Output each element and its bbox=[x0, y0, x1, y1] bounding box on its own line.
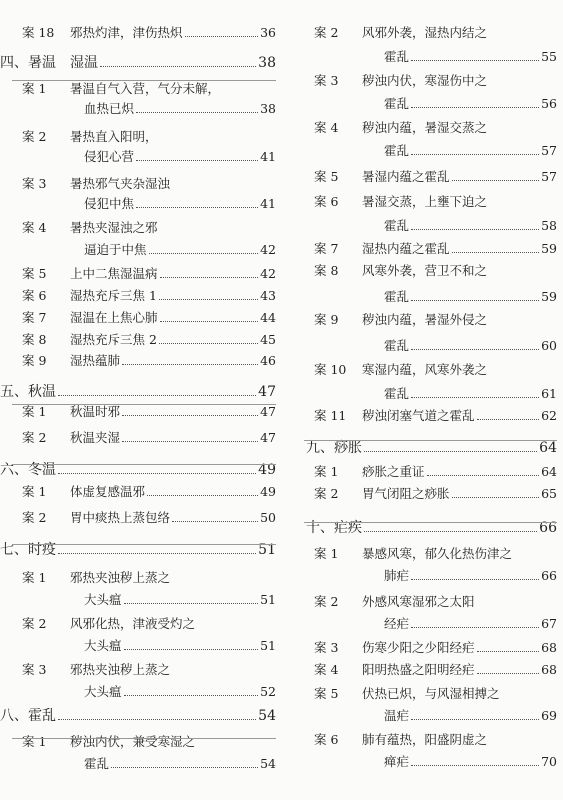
dot-leader bbox=[477, 418, 540, 420]
entry-title: 伏热已炽，与风湿相搏之 bbox=[362, 686, 500, 701]
toc-entry-continuation bbox=[84, 98, 276, 120]
toc-entry bbox=[314, 405, 557, 427]
dot-leader bbox=[172, 520, 258, 522]
section-divider bbox=[12, 738, 276, 739]
case-label: 案 2 bbox=[314, 25, 339, 40]
page-number: 51 bbox=[258, 542, 276, 558]
entry-title: 侵犯心营 bbox=[84, 149, 135, 164]
entry-title: 血热已炽 bbox=[84, 101, 135, 116]
entry-title: 秽浊内蕴，暑湿交蒸之 bbox=[362, 120, 488, 135]
section-divider bbox=[304, 440, 557, 441]
dot-leader bbox=[147, 494, 258, 496]
dot-leader bbox=[411, 153, 539, 155]
page-number: 70 bbox=[541, 754, 557, 769]
page-number: 54 bbox=[258, 708, 276, 724]
toc-entry bbox=[22, 126, 276, 148]
section-divider bbox=[12, 404, 276, 405]
toc-entry-continuation bbox=[84, 239, 276, 261]
entry-title: 邪热夹浊秽上蒸之 bbox=[70, 570, 171, 585]
toc-entry bbox=[314, 637, 557, 659]
dot-leader bbox=[411, 228, 539, 230]
toc-entry bbox=[314, 591, 557, 613]
section-title: 十、疟疾 bbox=[306, 520, 362, 536]
case-label: 案 7 bbox=[314, 241, 339, 256]
case-label: 案 8 bbox=[22, 332, 47, 347]
toc-entry bbox=[22, 307, 276, 329]
case-label: 案 6 bbox=[314, 732, 339, 747]
toc-entry bbox=[314, 238, 557, 260]
page-number: 65 bbox=[541, 486, 557, 501]
entry-title: 体虚复感温邪 bbox=[70, 484, 146, 499]
dot-leader bbox=[58, 552, 256, 554]
dot-leader bbox=[452, 496, 540, 498]
entry-title: 上中二焦湿温病 bbox=[70, 266, 158, 281]
dot-leader bbox=[411, 578, 539, 580]
page-number: 64 bbox=[539, 440, 557, 456]
dot-leader bbox=[100, 65, 256, 67]
page-number: 41 bbox=[260, 196, 276, 211]
entry-title: 大头瘟 bbox=[84, 638, 122, 653]
case-label: 案 7 bbox=[22, 310, 47, 325]
toc-entry bbox=[22, 731, 276, 753]
case-label: 案 2 bbox=[314, 486, 339, 501]
toc-entry bbox=[22, 22, 276, 44]
section-divider bbox=[304, 522, 557, 523]
entry-title: 湿温在上焦心肺 bbox=[70, 310, 158, 325]
case-label: 案 2 bbox=[22, 430, 47, 445]
dot-leader bbox=[124, 602, 259, 604]
toc-entry-continuation bbox=[384, 705, 557, 727]
page-number: 57 bbox=[541, 169, 557, 184]
page-number: 68 bbox=[541, 662, 557, 677]
page-number: 36 bbox=[260, 25, 276, 40]
toc-entry bbox=[22, 481, 276, 503]
page-number: 69 bbox=[541, 708, 557, 723]
dot-leader bbox=[160, 320, 259, 322]
entry-title: 霍乱 bbox=[384, 289, 410, 304]
case-label: 案 3 bbox=[314, 640, 339, 655]
page-number: 58 bbox=[541, 218, 557, 233]
page-number: 47 bbox=[260, 404, 276, 419]
entry-title: 暑湿交蒸，上壅下迫之 bbox=[362, 194, 488, 209]
page-number: 66 bbox=[541, 568, 557, 583]
dot-leader bbox=[411, 59, 539, 61]
entry-title: 秽浊内蕴，暑湿外侵之 bbox=[362, 312, 488, 327]
page-number: 42 bbox=[260, 242, 276, 257]
section-divider bbox=[12, 544, 276, 545]
dot-leader bbox=[411, 106, 539, 108]
section-title: 九、痧胀 bbox=[306, 440, 362, 456]
dot-leader bbox=[111, 766, 258, 768]
entry-title: 风邪化热，津液受灼之 bbox=[70, 616, 196, 631]
section-divider bbox=[12, 464, 276, 465]
dot-leader bbox=[411, 348, 539, 350]
entry-title: 湿热充斥三焦 1 bbox=[70, 288, 157, 303]
toc-entry bbox=[22, 78, 276, 100]
entry-title: 瘅疟 bbox=[384, 754, 410, 769]
case-label: 案 3 bbox=[22, 176, 47, 191]
toc-entry bbox=[22, 173, 276, 195]
case-label: 案 1 bbox=[22, 734, 47, 749]
entry-title: 逼迫于中焦 bbox=[84, 242, 147, 257]
entry-title: 湿热蕴肺 bbox=[70, 353, 121, 368]
page-number: 38 bbox=[260, 101, 276, 116]
dot-leader bbox=[160, 276, 259, 278]
entry-title: 湿热充斥三焦 2 bbox=[70, 332, 157, 347]
toc-entry bbox=[314, 166, 557, 188]
page-number: 45 bbox=[260, 332, 276, 347]
page-number: 44 bbox=[260, 310, 276, 325]
section-title: 七、时疫 bbox=[0, 542, 56, 558]
entry-title: 霍乱 bbox=[84, 756, 110, 771]
toc-entry bbox=[314, 729, 557, 751]
toc-entry bbox=[22, 613, 276, 635]
page-number: 52 bbox=[260, 684, 276, 699]
page-number: 66 bbox=[539, 520, 557, 536]
section-title: 四、暑温 湿温 bbox=[0, 55, 98, 71]
toc-entry bbox=[22, 567, 276, 589]
page-number: 57 bbox=[541, 143, 557, 158]
page-number: 54 bbox=[260, 756, 276, 771]
toc-entry bbox=[314, 543, 557, 565]
case-label: 案 9 bbox=[314, 312, 339, 327]
page-number: 59 bbox=[541, 289, 557, 304]
toc-entry bbox=[314, 461, 557, 483]
toc-entry-continuation bbox=[84, 146, 276, 168]
toc-entry-continuation bbox=[384, 286, 557, 308]
dot-leader bbox=[411, 718, 539, 720]
dot-leader bbox=[122, 414, 258, 416]
page-number: 38 bbox=[258, 55, 276, 71]
page-number: 62 bbox=[541, 408, 557, 423]
case-label: 案 4 bbox=[314, 120, 339, 135]
toc-entry bbox=[314, 22, 557, 44]
entry-title: 阳明热盛之阳明经疟 bbox=[362, 662, 475, 677]
page-number: 43 bbox=[260, 288, 276, 303]
case-label: 案 6 bbox=[314, 194, 339, 209]
page-number: 49 bbox=[260, 484, 276, 499]
entry-title: 胃中痰热上蒸包络 bbox=[70, 510, 171, 525]
page-number: 67 bbox=[541, 616, 557, 631]
dot-leader bbox=[149, 252, 259, 254]
page-number: 56 bbox=[541, 96, 557, 111]
dot-leader bbox=[136, 111, 258, 113]
entry-title: 邪热灼津，津伤热炽 bbox=[70, 25, 183, 40]
dot-leader bbox=[364, 450, 537, 452]
entry-title: 暴感风寒，郁久化热伤津之 bbox=[362, 546, 513, 561]
toc-section bbox=[0, 381, 276, 403]
entry-title: 侵犯中焦 bbox=[84, 196, 135, 211]
section-title: 五、秋温 bbox=[0, 384, 56, 400]
entry-title: 肺疟 bbox=[384, 568, 410, 583]
entry-title: 秋温夹湿 bbox=[70, 430, 121, 445]
toc-entry-continuation bbox=[384, 751, 557, 773]
toc-entry-continuation bbox=[384, 565, 557, 587]
case-label: 案 5 bbox=[22, 266, 47, 281]
case-label: 案 3 bbox=[22, 662, 47, 677]
page-number: 49 bbox=[258, 462, 276, 478]
toc-entry-continuation bbox=[84, 635, 276, 657]
dot-leader bbox=[477, 672, 540, 674]
toc-entry bbox=[22, 263, 276, 285]
toc-section bbox=[306, 517, 557, 539]
case-label: 案 9 bbox=[22, 353, 47, 368]
dot-leader bbox=[124, 694, 259, 696]
case-label: 案 11 bbox=[314, 408, 347, 423]
entry-title: 伤寒少阳之少阳经疟 bbox=[362, 640, 475, 655]
dot-leader bbox=[477, 650, 540, 652]
case-label: 案 5 bbox=[314, 169, 339, 184]
page-number: 51 bbox=[260, 592, 276, 607]
page-number: 68 bbox=[541, 640, 557, 655]
toc-entry bbox=[314, 70, 557, 92]
dot-leader bbox=[364, 530, 537, 532]
toc-entry bbox=[22, 285, 276, 307]
page-number: 42 bbox=[260, 266, 276, 281]
entry-title: 霍乱 bbox=[384, 49, 410, 64]
toc-entry bbox=[314, 117, 557, 139]
entry-title: 暑温自气入营，气分未解， bbox=[70, 81, 221, 96]
page-number: 47 bbox=[258, 384, 276, 400]
dot-leader bbox=[58, 718, 256, 720]
entry-title: 大头瘟 bbox=[84, 592, 122, 607]
toc-section bbox=[0, 539, 276, 561]
case-label: 案 4 bbox=[314, 662, 339, 677]
case-label: 案 1 bbox=[22, 404, 47, 419]
dot-leader bbox=[452, 179, 540, 181]
toc-section bbox=[0, 52, 276, 74]
entry-title: 暑热邪气夹杂湿浊 bbox=[70, 176, 171, 191]
toc-entry bbox=[314, 309, 557, 331]
toc-entry bbox=[314, 483, 557, 505]
entry-title: 大头瘟 bbox=[84, 684, 122, 699]
toc-entry bbox=[22, 217, 276, 239]
case-label: 案 5 bbox=[314, 686, 339, 701]
dot-leader bbox=[124, 648, 259, 650]
toc-entry bbox=[314, 683, 557, 705]
entry-title: 风邪外袭，湿热内结之 bbox=[362, 25, 488, 40]
toc-entry bbox=[22, 427, 276, 449]
toc-entry-continuation bbox=[84, 753, 276, 775]
case-label: 案 4 bbox=[22, 220, 47, 235]
toc-entry-continuation bbox=[384, 140, 557, 162]
section-title: 八、霍乱 bbox=[0, 708, 56, 724]
dot-leader bbox=[122, 440, 258, 442]
dot-leader bbox=[427, 474, 540, 476]
dot-leader bbox=[136, 206, 258, 208]
dot-leader bbox=[411, 626, 539, 628]
page-number: 59 bbox=[541, 241, 557, 256]
toc-entry bbox=[22, 659, 276, 681]
case-label: 案 1 bbox=[22, 81, 47, 96]
entry-title: 寒湿内蕴，风寒外袭之 bbox=[362, 362, 488, 377]
entry-title: 肺有蕴热，阳盛阴虚之 bbox=[362, 732, 488, 747]
entry-title: 霍乱 bbox=[384, 218, 410, 233]
entry-title: 痧胀之重证 bbox=[362, 464, 425, 479]
page-number: 55 bbox=[541, 49, 557, 64]
case-label: 案 1 bbox=[22, 484, 47, 499]
entry-title: 霍乱 bbox=[384, 143, 410, 158]
entry-title: 秋温时邪 bbox=[70, 404, 121, 419]
page-number: 60 bbox=[541, 338, 557, 353]
entry-title: 胃气闭阻之痧胀 bbox=[362, 486, 450, 501]
section-title: 六、冬温 bbox=[0, 462, 56, 478]
case-label: 案 2 bbox=[22, 129, 47, 144]
dot-leader bbox=[411, 396, 539, 398]
section-divider bbox=[12, 80, 276, 81]
entry-title: 风寒外袭，营卫不和之 bbox=[362, 263, 488, 278]
entry-title: 秽浊内伏，兼受寒湿之 bbox=[70, 734, 196, 749]
toc-section bbox=[0, 705, 276, 727]
case-label: 案 2 bbox=[22, 510, 47, 525]
case-label: 案 10 bbox=[314, 362, 347, 377]
entry-title: 外感风寒湿邪之太阳 bbox=[362, 594, 475, 609]
toc-entry bbox=[22, 329, 276, 351]
dot-leader bbox=[159, 298, 258, 300]
case-label: 案 6 bbox=[22, 288, 47, 303]
entry-title: 霍乱 bbox=[384, 386, 410, 401]
toc-entry bbox=[314, 191, 557, 213]
page-number: 64 bbox=[541, 464, 557, 479]
entry-title: 霍乱 bbox=[384, 96, 410, 111]
dot-leader bbox=[136, 159, 258, 161]
toc-entry bbox=[314, 359, 557, 381]
entry-title: 暑热夹湿浊之邪 bbox=[70, 220, 158, 235]
toc-entry-continuation bbox=[384, 215, 557, 237]
entry-title: 霍乱 bbox=[384, 338, 410, 353]
case-label: 案 1 bbox=[314, 464, 339, 479]
entry-title: 暑热直入阳明， bbox=[70, 129, 158, 144]
dot-leader bbox=[122, 363, 258, 365]
case-label: 案 8 bbox=[314, 263, 339, 278]
page-number: 41 bbox=[260, 149, 276, 164]
entry-title: 温疟 bbox=[384, 708, 410, 723]
entry-title: 秽浊内伏，寒湿伤中之 bbox=[362, 73, 488, 88]
dot-leader bbox=[411, 764, 539, 766]
toc-entry bbox=[22, 350, 276, 372]
toc-entry-continuation bbox=[384, 46, 557, 68]
entry-title: 暑湿内蕴之霍乱 bbox=[362, 169, 450, 184]
dot-leader bbox=[58, 394, 256, 396]
toc-entry-continuation bbox=[84, 589, 276, 611]
toc-entry bbox=[22, 507, 276, 529]
page-number: 50 bbox=[260, 510, 276, 525]
toc-entry-continuation bbox=[384, 613, 557, 635]
page-number: 46 bbox=[260, 353, 276, 368]
dot-leader bbox=[411, 299, 539, 301]
case-label: 案 1 bbox=[314, 546, 339, 561]
dot-leader bbox=[159, 342, 258, 344]
dot-leader bbox=[452, 251, 540, 253]
toc-entry-continuation bbox=[384, 383, 557, 405]
entry-title: 湿热内蕴之霍乱 bbox=[362, 241, 450, 256]
toc-entry bbox=[314, 659, 557, 681]
toc-entry bbox=[314, 260, 557, 282]
toc-entry-continuation bbox=[84, 681, 276, 703]
dot-leader bbox=[185, 35, 259, 37]
page-number: 47 bbox=[260, 430, 276, 445]
page-number: 61 bbox=[541, 386, 557, 401]
entry-title: 邪热夹浊秽上蒸之 bbox=[70, 662, 171, 677]
case-label: 案 2 bbox=[22, 616, 47, 631]
toc-section bbox=[0, 459, 276, 481]
toc-entry-continuation bbox=[84, 193, 276, 215]
entry-title: 秽浊闭塞气道之霍乱 bbox=[362, 408, 475, 423]
toc-entry-continuation bbox=[384, 335, 557, 357]
case-label: 案 3 bbox=[314, 73, 339, 88]
case-label: 案 1 bbox=[22, 570, 47, 585]
entry-title: 经疟 bbox=[384, 616, 410, 631]
case-label: 案 18 bbox=[22, 25, 55, 40]
dot-leader bbox=[58, 472, 256, 474]
page-number: 51 bbox=[260, 638, 276, 653]
toc-entry-continuation bbox=[384, 93, 557, 115]
case-label: 案 2 bbox=[314, 594, 339, 609]
